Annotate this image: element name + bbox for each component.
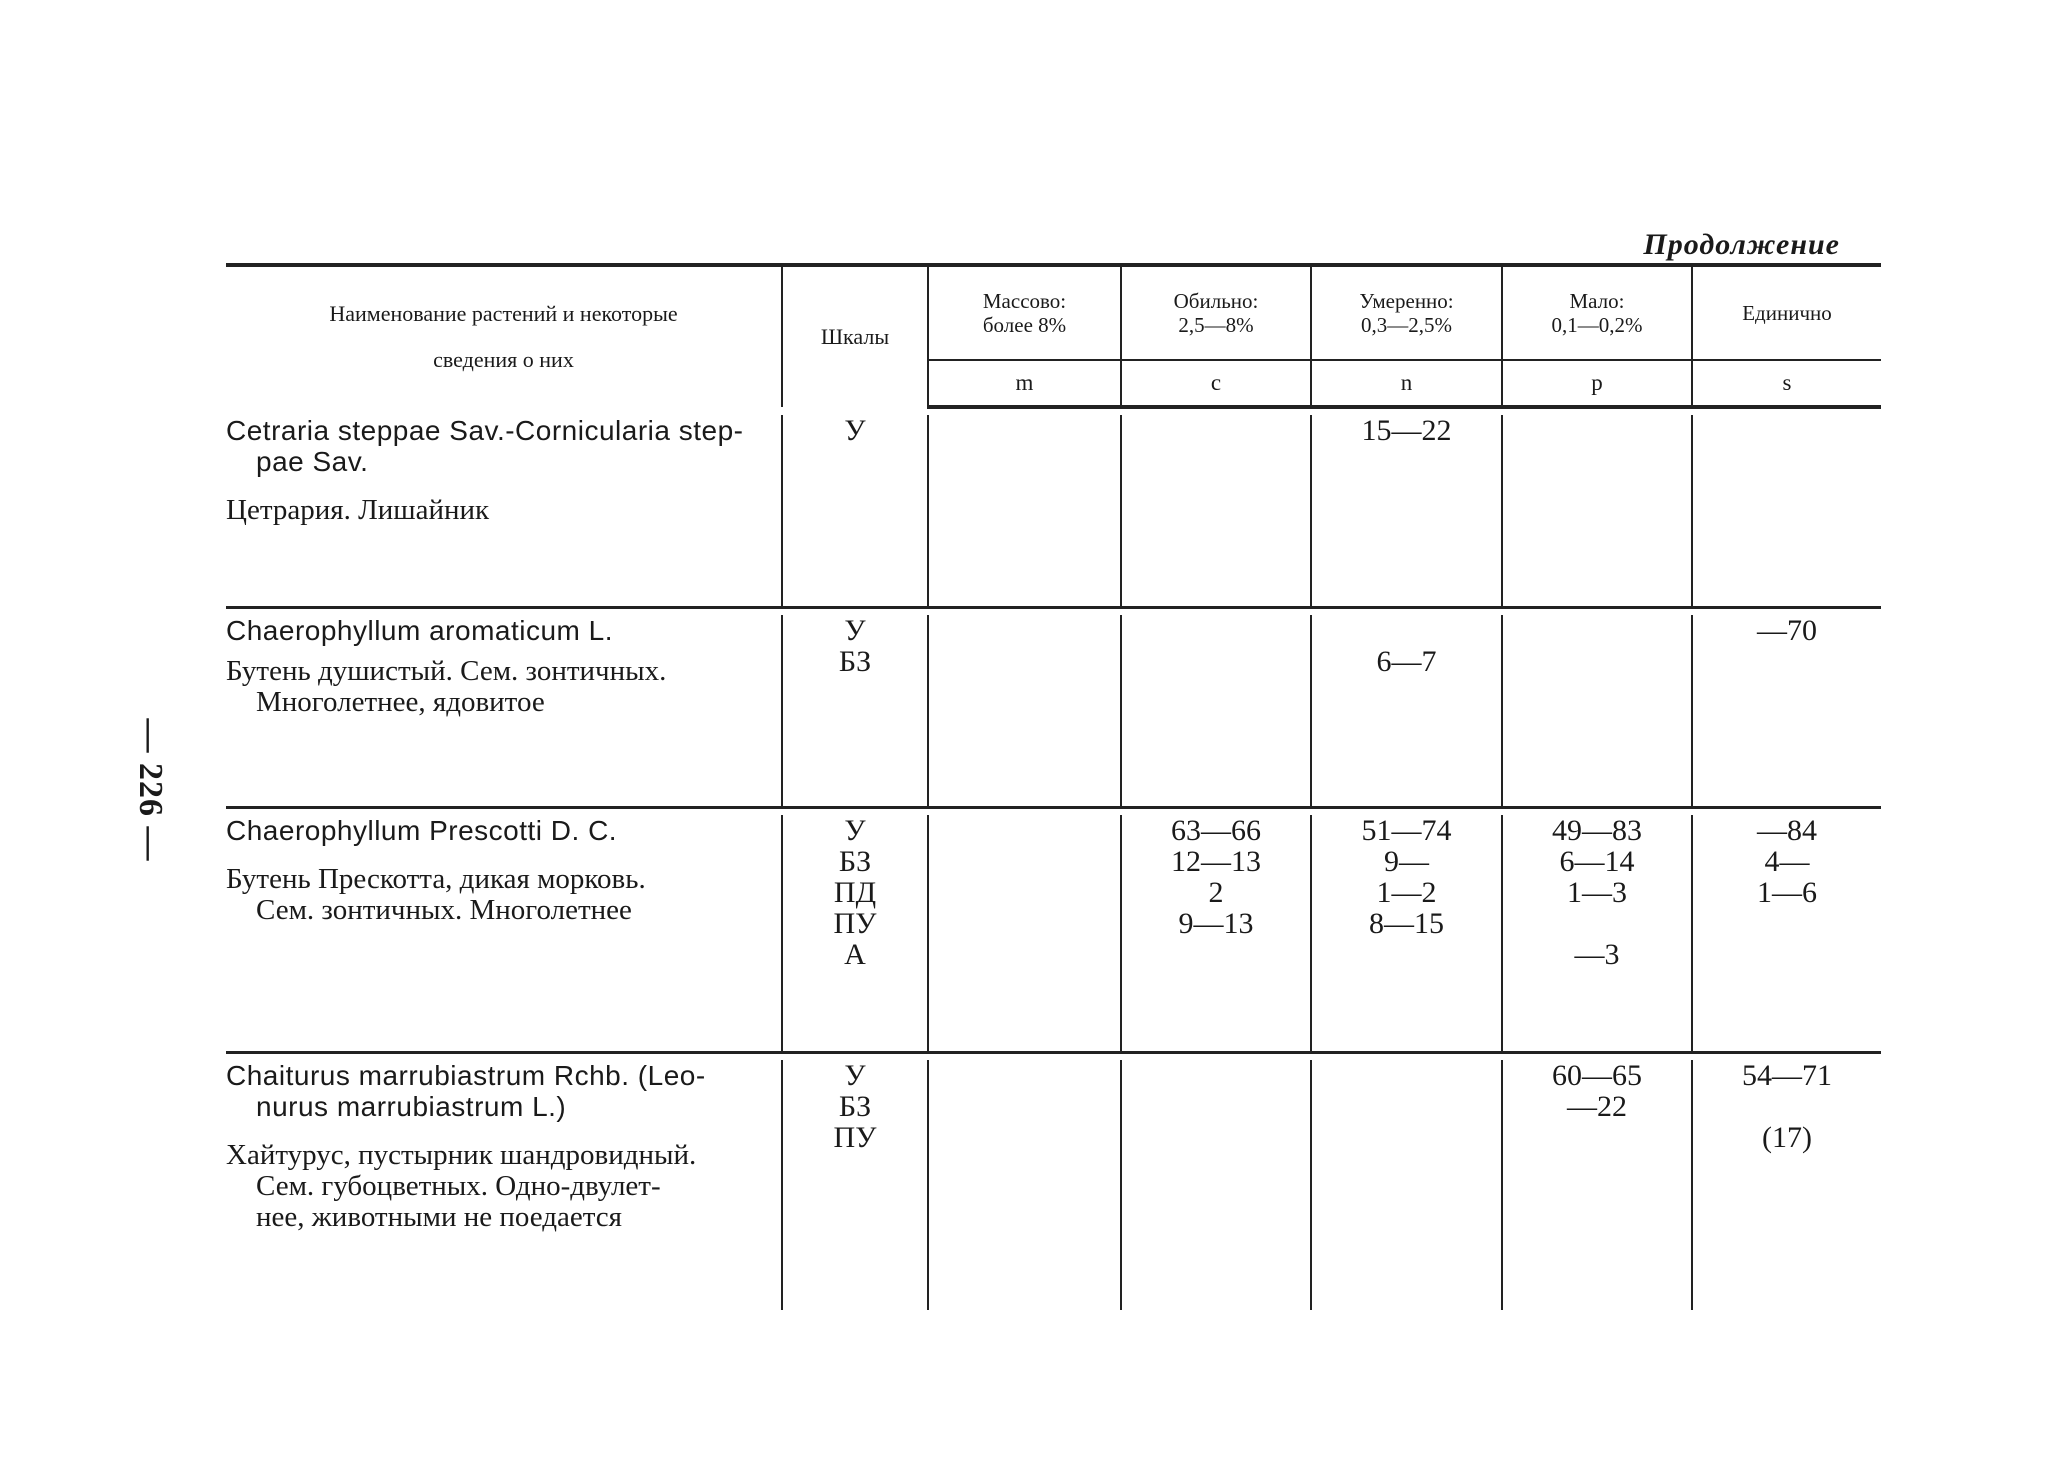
value: 1—6 — [1757, 876, 1817, 909]
latin-name: Chaerophyllum Prescotti D. C. — [226, 815, 618, 846]
cell-n — [1311, 415, 1502, 608]
latin-name-cont: pae Sav. — [256, 446, 369, 477]
russian-description-cont: Сем. зонтичных. Многолетнее — [256, 894, 632, 926]
continuation-label: Продолжение — [1643, 228, 1840, 261]
header-obilno — [1121, 265, 1311, 360]
cell-n — [1311, 815, 1502, 1053]
cell-m — [928, 1060, 1121, 1310]
value: 49—83 — [1552, 814, 1642, 847]
scale-cell — [782, 415, 928, 608]
value — [1503, 908, 1691, 939]
value: 63—66 — [1171, 814, 1261, 847]
cell-s — [1692, 815, 1881, 1053]
scale-value: У — [844, 614, 866, 647]
header-cat-range: 2,5—8% — [1178, 313, 1254, 337]
value: 12—13 — [1171, 845, 1261, 878]
russian-description: Бутень Прескотта, дикая морковь. — [226, 863, 646, 895]
scale-value: БЗ — [838, 1090, 872, 1123]
value: 54—71 — [1742, 1059, 1832, 1092]
scale-value: БЗ — [838, 845, 872, 878]
header-cat-label: Мало: — [1569, 289, 1625, 313]
header-name — [226, 265, 782, 407]
cell-s — [1692, 1060, 1881, 1310]
latin-name: Chaiturus marrubiastrum Rchb. (Leo- — [226, 1060, 706, 1091]
value: 8—15 — [1369, 907, 1444, 940]
value — [1693, 1091, 1881, 1122]
russian-description: Хайтурус, пустырник шандровидный. — [226, 1139, 697, 1171]
value: —22 — [1567, 1090, 1627, 1123]
cell-p — [1502, 815, 1692, 1053]
russian-description-cont: Многолетнее, ядовитое — [256, 686, 545, 718]
cell-m — [928, 815, 1121, 1053]
scale-value: У — [844, 814, 866, 847]
russian-description: Бутень душистый. Сем. зонтичных. — [226, 655, 667, 687]
cell-m — [928, 415, 1121, 608]
scale-value: У — [844, 414, 866, 447]
plant-name-cell — [226, 815, 782, 1053]
scale-value: ПУ — [833, 907, 877, 940]
header-name-line1: Наименование растений и некоторые — [329, 301, 678, 326]
scale-value: ПД — [833, 876, 877, 909]
russian-description: Цетрария. Лишайник — [226, 494, 490, 526]
value: 51—74 — [1361, 814, 1452, 847]
value: —3 — [1574, 938, 1620, 971]
table-row — [226, 615, 1881, 808]
value: 60—65 — [1552, 1059, 1642, 1092]
value: 4— — [1764, 845, 1810, 878]
header-letter-p: p — [1502, 360, 1692, 407]
header-malo — [1502, 265, 1692, 360]
header-cat-range: более 8% — [982, 313, 1067, 337]
cell-s — [1692, 415, 1881, 608]
plant-name-cell — [226, 615, 782, 808]
header-cat-range: 0,3—2,5% — [1361, 313, 1452, 337]
table-row — [226, 415, 1881, 608]
scale-value: ПУ — [833, 1121, 877, 1154]
page-number: — 226 — — [132, 718, 169, 862]
russian-description-cont2: нее, животными не поедается — [256, 1201, 622, 1233]
plant-abundance-table — [226, 263, 1881, 1310]
value: 9—13 — [1178, 907, 1254, 940]
cell-m — [928, 615, 1121, 808]
cell-c — [1121, 1060, 1311, 1310]
value: 6—14 — [1559, 845, 1635, 878]
scale-value: БЗ — [838, 645, 872, 678]
value: 1—2 — [1376, 876, 1437, 909]
cell-n — [1311, 1060, 1502, 1310]
header-cat-label: Единично — [1742, 301, 1832, 325]
cell-c — [1121, 415, 1311, 608]
header-cat-label: Умеренно: — [1359, 289, 1454, 313]
value: —70 — [1757, 614, 1817, 647]
cell-p — [1502, 615, 1692, 808]
cell-p — [1502, 415, 1692, 608]
header-umerenno — [1311, 265, 1502, 360]
scale-cell — [782, 615, 928, 808]
value — [1312, 615, 1501, 646]
russian-description-cont: Сем. губоцветных. Одно-двулет- — [256, 1170, 661, 1202]
cell-c — [1121, 615, 1311, 808]
scale-value: У — [844, 1059, 866, 1092]
header-scale: Шкалы — [782, 265, 928, 407]
header-letter-s: s — [1692, 360, 1881, 407]
value: 1—3 — [1567, 876, 1627, 909]
scale-cell — [782, 1060, 928, 1310]
latin-name-cont: nurus marrubiastrum L.) — [256, 1091, 567, 1122]
value: 2 — [1208, 876, 1224, 909]
header-cat-label: Обильно: — [1173, 289, 1259, 313]
value: (17) — [1762, 1121, 1812, 1154]
scale-cell — [782, 815, 928, 1053]
header-letter-n: n — [1311, 360, 1502, 407]
cell-s — [1692, 615, 1881, 808]
scale-value: А — [844, 938, 866, 971]
value: 15—22 — [1361, 414, 1452, 447]
value: —84 — [1757, 814, 1817, 847]
latin-name: Chaerophyllum aromaticum L. — [226, 615, 613, 646]
header-letter-c: c — [1121, 360, 1311, 407]
table-row — [226, 815, 1881, 1053]
header-massovo — [928, 265, 1121, 360]
latin-name: Cetraria steppae Sav.-Cornicularia step- — [226, 415, 744, 446]
value: 6—7 — [1376, 645, 1437, 678]
plant-name-cell — [226, 415, 782, 608]
header-cat-label: Массово: — [982, 289, 1067, 313]
cell-p — [1502, 1060, 1692, 1310]
value: 9— — [1384, 845, 1429, 878]
cell-n — [1311, 615, 1502, 808]
cell-c — [1121, 815, 1311, 1053]
header-name-line2: сведения о них — [433, 347, 574, 372]
table-row — [226, 1060, 1881, 1310]
header-cat-range: 0,1—0,2% — [1551, 313, 1643, 337]
header-letter-m: m — [928, 360, 1121, 407]
plant-name-cell — [226, 1060, 782, 1310]
header-edinichno — [1692, 265, 1881, 360]
